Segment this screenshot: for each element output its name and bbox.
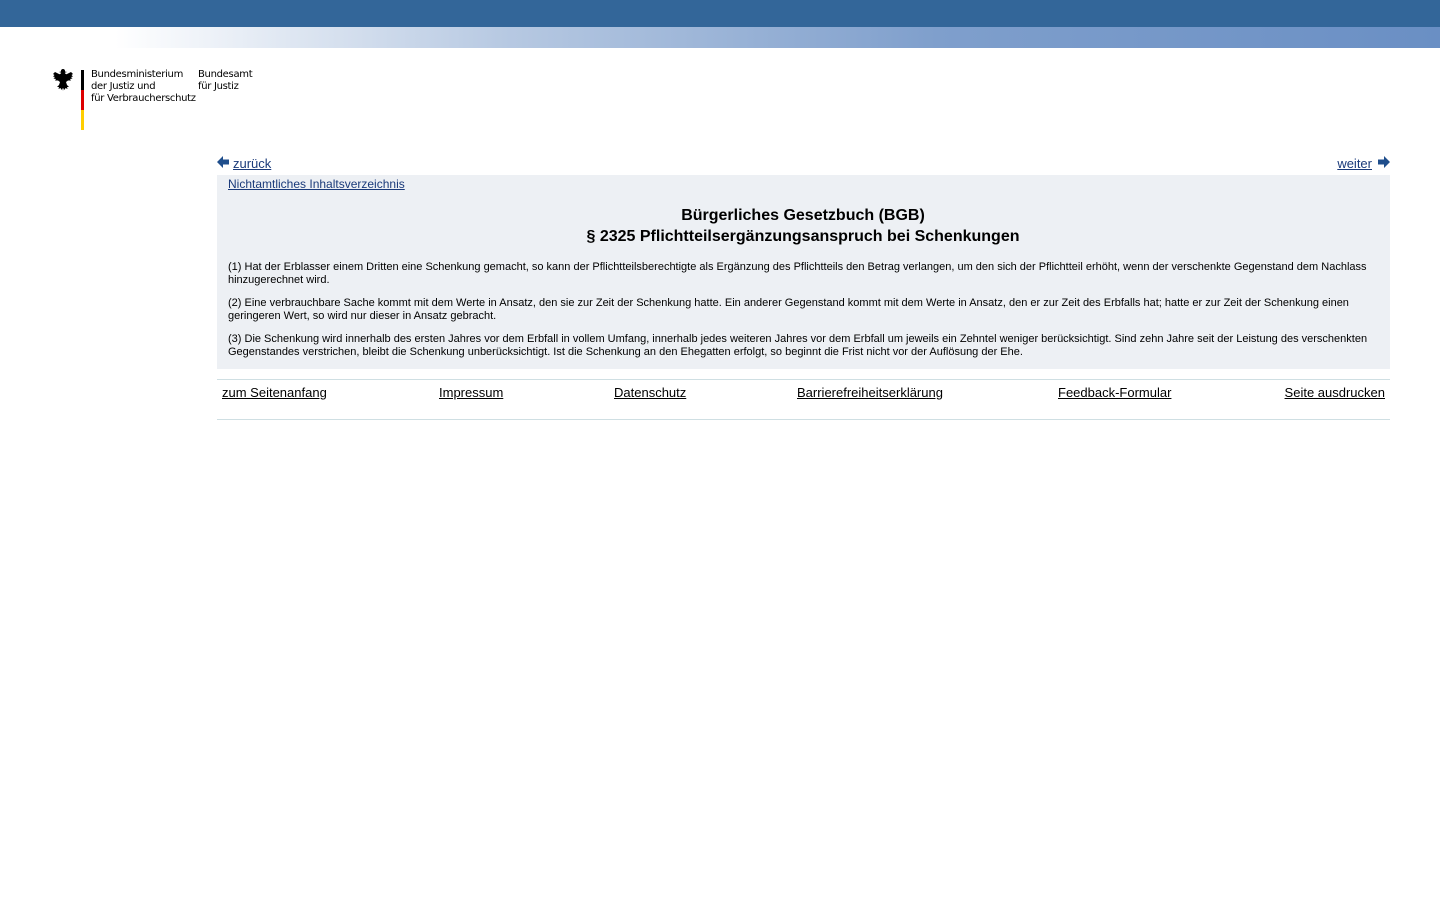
footer-link-feedback[interactable]: Feedback-Formular bbox=[1058, 385, 1172, 400]
back-link[interactable] bbox=[217, 156, 271, 171]
footer-link-top[interactable]: zum Seitenanfang bbox=[222, 385, 327, 400]
footer-link-print[interactable]: Seite ausdrucken bbox=[1284, 385, 1385, 400]
table-of-contents-link[interactable]: Nichtamtliches Inhaltsverzeichnis bbox=[228, 177, 405, 191]
paragraph-2: (2) Eine verbrauchbare Sache kommt mit dem Werte in Ansatz, den sie zur Zeit der Schenkung hatte. Ein anderer Gegenstand kommt mit dem Werte in Ansatz, den er zur Zeit des Erbfalls hat; hatte er zur Zeit der Schenkung einen geringeren Wert, so wird nur dieser in Ansatz gebracht. bbox=[228, 297, 1349, 322]
federal-eagle-icon bbox=[52, 68, 74, 92]
arrow-right-icon bbox=[1378, 156, 1390, 168]
norm-panel bbox=[217, 175, 1390, 369]
section-navigation bbox=[217, 152, 1390, 175]
flag-stripe bbox=[81, 70, 84, 130]
footer-link-accessibility[interactable]: Barrierefreiheitserklärung bbox=[797, 385, 943, 400]
site-logo[interactable] bbox=[52, 68, 252, 132]
law-title: Bürgerliches Gesetzbuch (BGB) bbox=[681, 207, 925, 224]
ministry-name: Bundesministerium der Justiz und für Verbraucherschutz bbox=[91, 69, 196, 104]
page-title bbox=[228, 205, 1378, 247]
gradient-banner bbox=[0, 27, 1440, 48]
top-banner bbox=[0, 0, 1440, 27]
back-link-label: zurück bbox=[233, 156, 272, 171]
next-link[interactable] bbox=[1337, 156, 1390, 171]
next-link-label: weiter bbox=[1337, 156, 1372, 171]
footer-link-privacy[interactable]: Datenschutz bbox=[614, 385, 687, 400]
footer-links bbox=[217, 379, 1390, 420]
paragraph-1: (1) Hat der Erblasser einem Dritten eine Schenkung gemacht, so kann der Pflichtteilsberechtigte als Ergänzung des Pflichtteils den Betrag verlangen, um den sich der Pflichtteil erhöht, wenn der verschenkte Gegenstand dem Nachlass hinzugerechnet wird. bbox=[228, 261, 1367, 286]
main-content bbox=[217, 152, 1390, 420]
footer-link-imprint[interactable]: Impressum bbox=[439, 385, 504, 400]
section-title: § 2325 Pflichtteilsergänzungsanspruch bei Schenkungen bbox=[586, 228, 1020, 245]
paragraph-3: (3) Die Schenkung wird innerhalb des ersten Jahres vor dem Erbfall in vollem Umfang, innerhalb jedes weiteren Jahres vor dem Erbfall um jeweils ein Zehntel weniger berücksichtigt. Sind zehn Jahre seit der Leistung des verschenkten Gegenstandes verstrichen, bleibt die Schenkung unberücksichtigt. Ist die Schenkung an den Ehegatten erfolgt, so beginnt die Frist nicht vor der Auflösung der Ehe. bbox=[228, 333, 1368, 358]
office-name: Bundesamt für Justiz bbox=[198, 69, 253, 92]
arrow-left-icon bbox=[217, 156, 229, 168]
